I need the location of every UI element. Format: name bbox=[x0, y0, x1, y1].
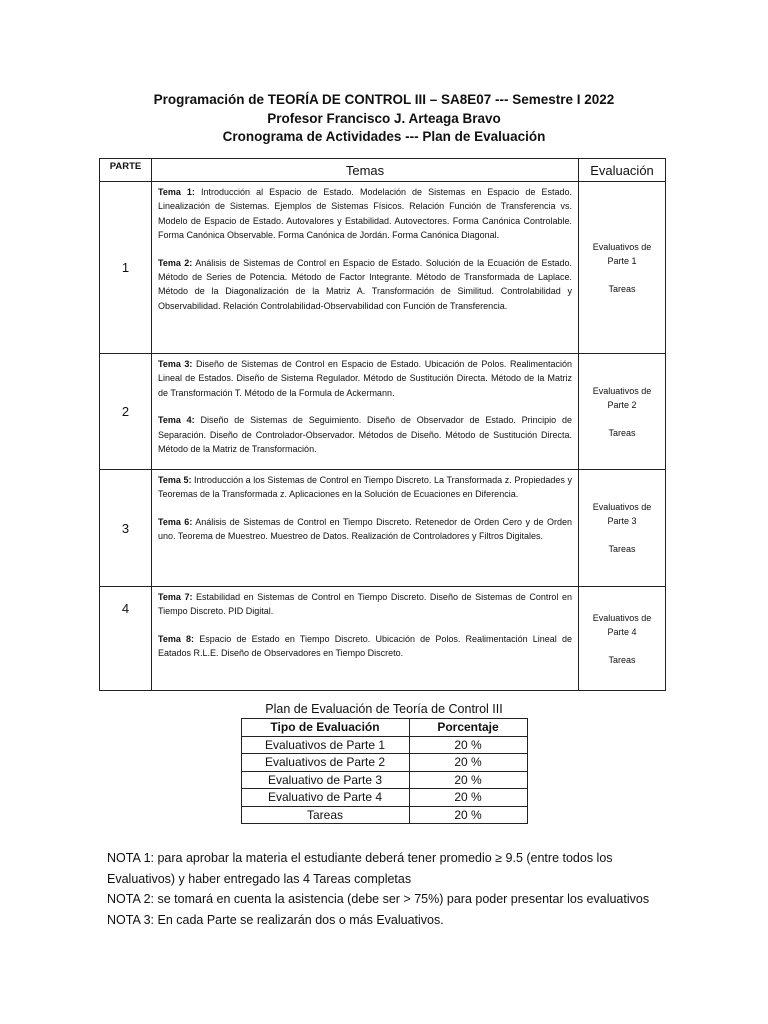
evaluation-header-row bbox=[241, 719, 527, 737]
temas-cell bbox=[152, 182, 579, 354]
evaluation-plan bbox=[0, 702, 768, 824]
temas-cell bbox=[152, 470, 579, 587]
eval-part: Parte 1 bbox=[607, 255, 637, 266]
column-header-temas: Temas bbox=[152, 159, 579, 182]
schedule-row-parte-3 bbox=[100, 470, 666, 587]
eval-label: Evaluativos de bbox=[592, 612, 652, 623]
column-header-porcentaje: Porcentaje bbox=[409, 719, 527, 737]
porcentaje-cell: 20 % bbox=[409, 771, 527, 789]
tema-text: Introducción al Espacio de Estado. Modelación de Sistemas en Espacio de Estado. Linealización de Sistemas. Ejemplos de Sistemas Físicos. Relación Función de Transferencia vs. Modelo de Espacio de Estado. Autovalores y Estabilidad. Autovectores. Forma Canónica Controlable. Forma Canónica Observable. Forma Canónica de Jordán. Forma Canónica Diagonal. bbox=[158, 187, 572, 241]
column-header-evaluacion: Evaluación bbox=[579, 159, 666, 182]
tipo-cell: Evaluativo de Parte 3 bbox=[241, 771, 409, 789]
course-title: Programación de TEORÍA DE CONTROL III – SA8E07 --- Semestre I 2022 bbox=[153, 92, 615, 107]
tema-label: Tema 2: bbox=[158, 257, 193, 268]
table-row bbox=[241, 789, 527, 807]
tema-text: Estabilidad en Sistemas de Control en Tiempo Discreto. Diseño de Sistemas de Control en Tiempo Discreto. PID Digital. bbox=[158, 592, 572, 617]
tipo-cell: Evaluativos de Parte 1 bbox=[241, 736, 409, 754]
column-header-tipo: Tipo de Evaluación bbox=[241, 719, 409, 737]
parte-number: 1 bbox=[100, 182, 152, 354]
tema-text: Espacio de Estado en Tiempo Discreto. Ubicación de Polos. Realimentación Lineal de Eatados R.L.E. Diseño de Observadores en Tiempo Discreto. bbox=[158, 633, 572, 659]
nota-2: NOTA 2: se tomará en cuenta la asistencia (debe ser > 75%) para poder presentar los evaluativos bbox=[107, 892, 650, 906]
eval-part: Parte 3 bbox=[607, 516, 637, 526]
tema-label: Tema 3: bbox=[158, 359, 193, 369]
table-row bbox=[241, 754, 527, 772]
column-header-parte: PARTE bbox=[100, 159, 152, 182]
tema-6 bbox=[158, 515, 572, 544]
table-row bbox=[241, 806, 527, 824]
eval-part: Parte 4 bbox=[607, 626, 637, 637]
temas-cell bbox=[152, 354, 579, 470]
table-row bbox=[241, 771, 527, 789]
eval-tareas: Tareas bbox=[608, 283, 636, 294]
tema-text: Introducción a los Sistemas de Control en Tiempo Discreto. La Transformada z. Propiedades y Teoremas de la Transformada z. Aplicaciones en la Solución de Ecuaciones en Diferencia. bbox=[158, 475, 572, 500]
tema-label: Tema 8: bbox=[158, 633, 195, 644]
schedule-subtitle: Cronograma de Actividades --- Plan de Evaluación bbox=[222, 129, 546, 144]
tema-text: Diseño de Sistemas de Seguimiento. Diseño de Observador de Estado. Principio de Separación. Diseño de Controlador-Observador. Métodos de Diseño. Método de Sustitución Directa. Método de la Matriz de Transformación. bbox=[158, 415, 572, 455]
tema-8 bbox=[158, 632, 572, 661]
nota-3: NOTA 3: En cada Parte se realizarán dos o más Evaluativos. bbox=[107, 912, 444, 927]
schedule-table bbox=[99, 158, 666, 691]
tipo-cell: Tareas bbox=[241, 806, 409, 824]
notes-section bbox=[107, 848, 667, 930]
tema-3 bbox=[158, 357, 572, 400]
temas-cell bbox=[152, 587, 579, 691]
eval-tareas: Tareas bbox=[608, 544, 636, 554]
tema-5 bbox=[158, 473, 572, 502]
tema-text: Análisis de Sistemas de Control en Espacio de Estado. Solución de la Ecuación de Estado. Método de Series de Potencia. Método de Factor Integrante. Método de Transformada de Laplace. Método de la Diagonalización de la Matriz A. Transformación de Similitud. Controlabilidad y Observabilidad. Relación Controlabilidad-Observabilidad con Función de Transferencia. bbox=[158, 257, 572, 311]
tema-1 bbox=[158, 185, 572, 243]
tema-text: Diseño de Sistemas de Control en Espacio de Estado. Ubicación de Polos. Realimentación Lineal de Estados. Diseño de Sistema Regulador. Método de Sustitución Directa. Método de la Matriz de Transformación T. Método de la Formula de Ackermann. bbox=[158, 359, 572, 398]
parte-number: 3 bbox=[100, 470, 152, 587]
document-header bbox=[0, 91, 768, 147]
evaluacion-cell bbox=[579, 587, 666, 691]
eval-label: Evaluativos de bbox=[592, 502, 652, 512]
parte-number: 2 bbox=[100, 354, 152, 470]
evaluation-plan-title: Plan de Evaluación de Teoría de Control III bbox=[265, 702, 503, 716]
tipo-cell: Evaluativos de Parte 2 bbox=[241, 754, 409, 772]
table-row bbox=[241, 736, 527, 754]
schedule-row-parte-1 bbox=[100, 182, 666, 354]
professor-name: Profesor Francisco J. Arteaga Bravo bbox=[267, 110, 501, 126]
tema-7 bbox=[158, 590, 572, 619]
tema-label: Tema 7: bbox=[158, 592, 193, 602]
eval-part: Parte 2 bbox=[607, 399, 637, 410]
porcentaje-cell: 20 % bbox=[409, 806, 527, 824]
tema-2 bbox=[158, 256, 572, 314]
tema-4 bbox=[158, 413, 572, 456]
eval-tareas: Tareas bbox=[608, 427, 636, 438]
nota-1-line-2: Evaluativos) y haber entregado las 4 Tareas completas bbox=[107, 871, 412, 886]
tipo-cell: Evaluativo de Parte 4 bbox=[241, 789, 409, 807]
tema-label: Tema 6: bbox=[158, 516, 193, 527]
porcentaje-cell: 20 % bbox=[409, 736, 527, 754]
eval-tareas: Tareas bbox=[608, 654, 636, 665]
schedule-header-row bbox=[100, 159, 666, 182]
evaluacion-cell bbox=[579, 182, 666, 354]
tema-text: Análisis de Sistemas de Control en Tiempo Discreto. Retenedor de Orden Cero y de Orden uno. Teorema de Muestreo. Muestreo de Datos. Realización de Controladores y Filtros Digitales. bbox=[158, 516, 572, 542]
porcentaje-cell: 20 % bbox=[409, 789, 527, 807]
nota-1-line-1: NOTA 1: para aprobar la materia el estudiante deberá tener promedio ≥ 9.5 (entre todos los bbox=[107, 851, 613, 865]
porcentaje-cell: 20 % bbox=[409, 754, 527, 772]
eval-label: Evaluativos de bbox=[592, 241, 652, 252]
evaluation-table bbox=[241, 718, 528, 824]
parte-number: 4 bbox=[100, 587, 152, 691]
evaluacion-cell bbox=[579, 470, 666, 587]
tema-label: Tema 1: bbox=[158, 187, 195, 197]
schedule-row-parte-2 bbox=[100, 354, 666, 470]
evaluacion-cell bbox=[579, 354, 666, 470]
tema-label: Tema 4: bbox=[158, 415, 195, 426]
eval-label: Evaluativos de bbox=[592, 385, 652, 396]
schedule-row-parte-4 bbox=[100, 587, 666, 691]
tema-label: Tema 5: bbox=[158, 475, 192, 485]
